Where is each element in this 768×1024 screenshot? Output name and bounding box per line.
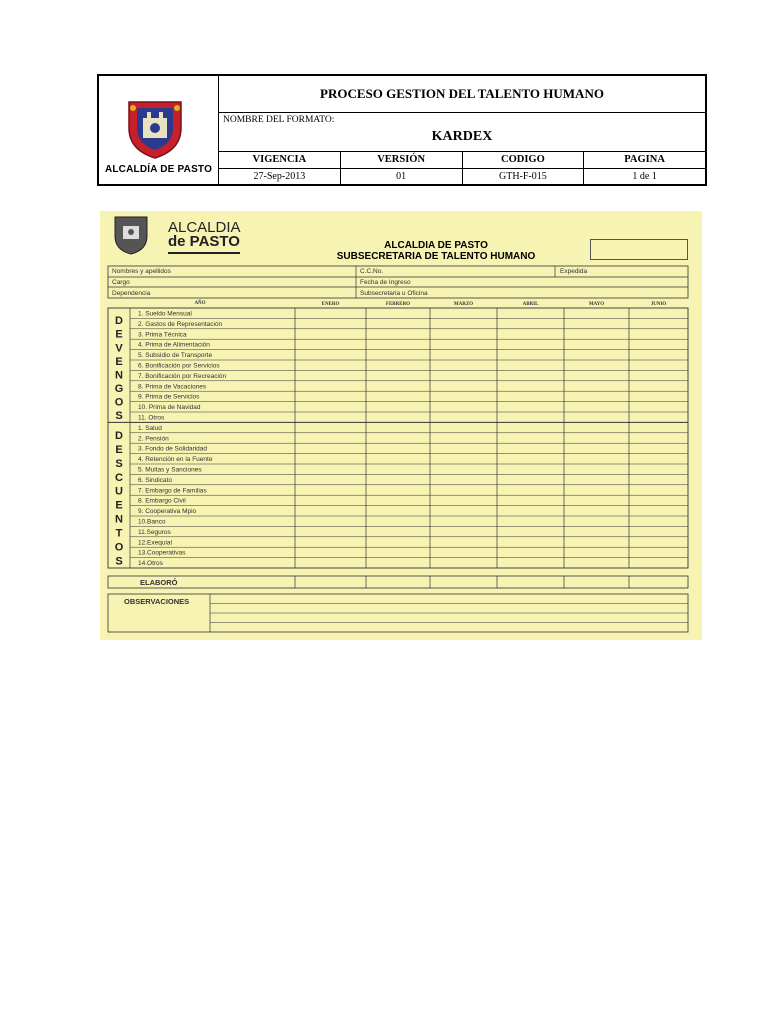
kardex-card	[100, 211, 702, 640]
format-row	[219, 113, 705, 152]
document-header	[97, 74, 707, 186]
pagina-label: PAGINA	[584, 152, 705, 169]
month-header: MAYO	[588, 302, 605, 307]
version-value: 01	[396, 171, 407, 182]
coat-of-arms-icon	[123, 98, 187, 160]
descuento-item: 4. Retención en la Fuente	[138, 456, 213, 464]
pagina-cell	[584, 152, 705, 184]
field-cc: C.C.No.	[360, 268, 384, 275]
devengos-letter: N	[115, 369, 123, 382]
descuento-item: 9. Cooperativa Mpio	[138, 508, 197, 516]
codigo-value: GTH-F-015	[498, 171, 547, 182]
descuentos-letter: U	[115, 485, 123, 498]
devengo-item: 8. Prima de Vacaciones	[138, 383, 207, 391]
descuentos-letter: E	[115, 443, 123, 456]
card-logo-line2: de PASTO	[168, 233, 240, 250]
month-header: FEBRERO	[385, 302, 411, 307]
descuentos-letter: T	[115, 527, 123, 540]
logo-cell	[99, 76, 219, 184]
descuentos-letter: O	[114, 541, 124, 554]
devengo-item: 3. Prima Técnica	[138, 331, 187, 339]
devengos-letter: O	[114, 396, 124, 409]
descuento-item: 8. Embargo Civil	[138, 497, 186, 505]
devengo-item: 6. Bonificación por Servicios	[138, 362, 220, 370]
descuento-item: 12.Exequial	[138, 539, 172, 547]
descuentos-letter: S	[115, 457, 123, 470]
devengo-item: 9. Prima de Servicios	[138, 393, 200, 401]
vigencia-cell	[219, 152, 341, 184]
field-cargo: Cargo	[112, 279, 130, 286]
field-nombres: Nombres y apellidos	[112, 268, 171, 275]
devengos-letter: E	[115, 328, 123, 341]
field-fecha-ingreso: Fecha de Ingreso	[360, 279, 411, 286]
descuento-item: 7. Embargo de Familias	[138, 487, 207, 495]
year-label: AÑO	[194, 301, 206, 306]
devengos-letter: G	[114, 382, 124, 395]
card-title2: SUBSECRETARIA DE TALENTO HUMANO	[336, 251, 536, 262]
devengos-letter: D	[115, 315, 123, 328]
month-header: MARZO	[453, 302, 474, 307]
codigo-label: CODIGO	[463, 152, 584, 169]
descuento-item: 3. Fondo de Solidaridad	[138, 445, 208, 453]
descuentos-letter: E	[115, 499, 123, 512]
elaboro-label: ELABORÓ	[140, 578, 178, 587]
vigencia-label: VIGENCIA	[219, 152, 340, 169]
card-logo-line1: ALCALDIA	[168, 219, 241, 236]
field-dependencia: Dependencia	[112, 290, 151, 297]
descuento-item: 10.Banco	[138, 518, 166, 526]
descuento-item: 1. Salud	[138, 424, 162, 432]
descuentos-letter: S	[115, 555, 123, 568]
observaciones-label: OBSERVACIONES	[124, 597, 190, 606]
devengos-letter: E	[115, 355, 123, 368]
version-label: VERSIÓN	[341, 152, 462, 169]
month-header: ABRIL	[522, 302, 539, 307]
descuento-item: 11.Seguros	[138, 528, 171, 536]
devengo-item: 7. Bonificación por Recreación	[138, 372, 227, 380]
devengo-item: 2. Gastos de Representación	[138, 320, 223, 328]
format-label: NOMBRE DEL FORMATO:	[223, 115, 335, 125]
month-header: JUNIO	[650, 302, 667, 307]
devengo-item: 1. Sueldo Mensual	[138, 310, 192, 318]
devengo-item: 5. Subsidio de Transporte	[138, 352, 213, 360]
process-title: PROCESO GESTION DEL TALENTO HUMANO	[219, 76, 705, 113]
format-name: KARDEX	[431, 129, 493, 144]
descuento-item: 6. Sindicato	[138, 476, 172, 484]
org-name: ALCALDÍA DE PASTO	[104, 164, 213, 175]
devengos-letter: V	[115, 342, 123, 355]
descuentos-letter: D	[115, 429, 123, 442]
devengo-item: 10. Prima de Navidad	[138, 404, 201, 412]
card-title1: ALCALDIA DE PASTO	[384, 240, 488, 251]
codigo-cell	[463, 152, 585, 184]
field-subsecretaria: Subsecretaria u Oficina	[360, 290, 428, 297]
descuento-item: 2. Pensión	[138, 435, 169, 443]
descuento-item: 13.Cooperativas	[138, 549, 186, 557]
vigencia-value: 27-Sep-2013	[253, 171, 306, 182]
descuentos-letter: C	[115, 471, 123, 484]
kardex-form-grid	[100, 211, 702, 640]
devengos-letter: S	[115, 410, 123, 423]
pagina-value: 1 de 1	[632, 171, 657, 182]
descuento-item: 5. Multas y Sanciones	[138, 466, 202, 474]
field-expedida: Expedida	[560, 268, 588, 275]
month-header: ENERO	[321, 302, 340, 307]
version-cell	[341, 152, 463, 184]
descuento-item: 14.Otros	[138, 560, 163, 568]
devengo-item: 4. Prima de Alimentación	[138, 341, 210, 349]
meta-row	[219, 152, 705, 184]
elaboro-box	[108, 576, 688, 588]
devengo-item: 11. Otros	[138, 414, 165, 422]
descuentos-letter: N	[115, 513, 123, 526]
